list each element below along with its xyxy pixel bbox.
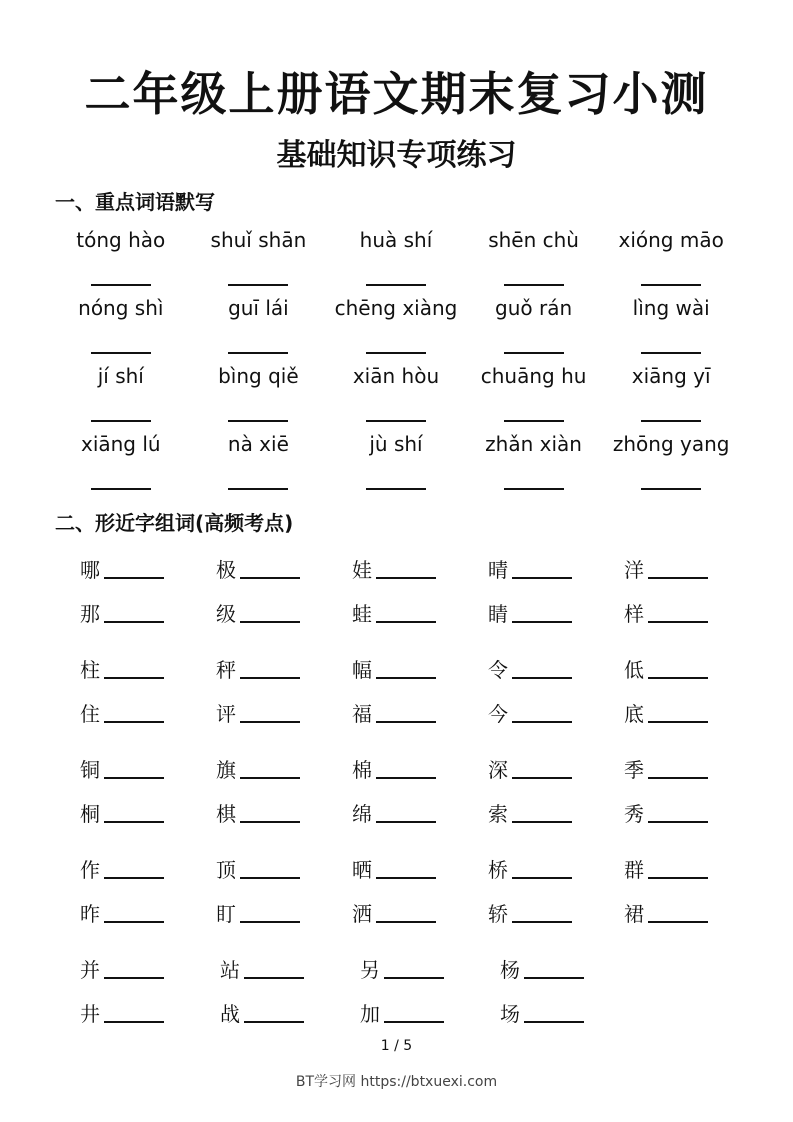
answer-blank[interactable] <box>512 777 572 779</box>
page-subtitle: 基础知识专项练习 <box>276 138 517 173</box>
char-text: 评 <box>216 702 236 726</box>
answer-blank[interactable] <box>240 777 300 779</box>
char-item <box>352 595 488 627</box>
answer-blank[interactable] <box>376 921 436 923</box>
answer-blank[interactable] <box>104 977 164 979</box>
char-text: 棋 <box>216 802 236 826</box>
answer-blank[interactable] <box>240 577 300 579</box>
char-item <box>352 751 488 783</box>
char-text: 群 <box>624 858 644 882</box>
pinyin-text: chēng xiàng <box>334 296 458 320</box>
char-text: 索 <box>488 802 508 826</box>
answer-blank[interactable] <box>524 1021 584 1023</box>
char-item <box>500 995 640 1027</box>
answer-blank[interactable] <box>104 877 164 879</box>
answer-blank[interactable] <box>512 621 572 623</box>
answer-blank[interactable] <box>240 677 300 679</box>
char-text: 裙 <box>624 902 644 926</box>
char-group <box>80 945 760 1045</box>
char-text: 蛙 <box>352 602 372 626</box>
char-item <box>216 895 352 927</box>
pinyin-text: xióng māo <box>618 228 724 252</box>
pinyin-text: xiāng lú <box>80 432 161 456</box>
char-text: 战 <box>220 1002 240 1026</box>
pinyin-item <box>327 430 465 498</box>
char-text: 棉 <box>352 758 372 782</box>
char-item <box>80 895 216 927</box>
answer-blank[interactable] <box>228 488 288 490</box>
answer-blank[interactable] <box>648 777 708 779</box>
answer-blank[interactable] <box>512 821 572 823</box>
char-row <box>80 689 760 733</box>
answer-blank[interactable] <box>240 621 300 623</box>
char-item <box>624 795 760 827</box>
answer-blank[interactable] <box>104 821 164 823</box>
pinyin-text: jù shí <box>369 432 423 456</box>
answer-blank[interactable] <box>104 577 164 579</box>
answer-blank[interactable] <box>512 677 572 679</box>
char-item <box>500 951 640 983</box>
char-row <box>80 845 760 889</box>
char-text: 桐 <box>80 802 100 826</box>
pinyin-item <box>190 226 328 294</box>
answer-blank[interactable] <box>104 721 164 723</box>
answer-blank[interactable] <box>641 420 701 422</box>
pinyin-item <box>602 226 740 294</box>
answer-blank[interactable] <box>228 352 288 354</box>
char-item <box>624 651 760 683</box>
char-text: 极 <box>216 558 236 582</box>
pinyin-text: nà xiē <box>227 432 289 456</box>
answer-blank[interactable] <box>648 577 708 579</box>
char-item <box>360 951 500 983</box>
char-text: 作 <box>80 858 100 882</box>
answer-blank[interactable] <box>376 721 436 723</box>
answer-blank[interactable] <box>512 921 572 923</box>
char-text: 洋 <box>624 558 644 582</box>
char-text: 样 <box>624 602 644 626</box>
char-item <box>80 751 216 783</box>
page-number: 1 / 5 <box>380 1038 413 1054</box>
answer-blank[interactable] <box>504 284 564 286</box>
answer-blank[interactable] <box>512 577 572 579</box>
pinyin-text: xiāng yī <box>631 364 711 388</box>
char-group <box>80 845 760 945</box>
char-text: 那 <box>80 602 100 626</box>
pinyin-text: lìng wài <box>632 296 710 320</box>
pinyin-text: shuǐ shān <box>210 228 307 252</box>
answer-blank[interactable] <box>512 877 572 879</box>
pinyin-item <box>52 362 190 430</box>
char-row <box>80 789 760 833</box>
char-text: 住 <box>80 702 100 726</box>
char-item <box>80 595 216 627</box>
char-text: 旗 <box>216 758 236 782</box>
char-item <box>624 751 760 783</box>
char-item <box>216 851 352 883</box>
char-text: 场 <box>500 1002 520 1026</box>
pinyin-item <box>190 362 328 430</box>
char-item <box>624 895 760 927</box>
char-item <box>216 595 352 627</box>
char-text: 级 <box>216 602 236 626</box>
pinyin-text: shēn chù <box>488 228 579 252</box>
pinyin-text: xiān hòu <box>352 364 440 388</box>
answer-blank[interactable] <box>91 352 151 354</box>
pinyin-text: zhōng yang <box>612 432 730 456</box>
char-text: 今 <box>488 702 508 726</box>
pinyin-item <box>602 294 740 362</box>
char-row <box>80 589 760 633</box>
answer-blank[interactable] <box>376 777 436 779</box>
char-item <box>488 795 624 827</box>
char-item <box>220 951 360 983</box>
pinyin-text: zhǎn xiàn <box>485 432 582 456</box>
char-item <box>352 851 488 883</box>
answer-blank[interactable] <box>524 977 584 979</box>
char-text: 井 <box>80 1002 100 1026</box>
char-item <box>352 795 488 827</box>
answer-blank[interactable] <box>648 921 708 923</box>
answer-blank[interactable] <box>366 352 426 354</box>
char-item <box>624 851 760 883</box>
answer-blank[interactable] <box>376 877 436 879</box>
char-text: 顶 <box>216 858 236 882</box>
answer-blank[interactable] <box>648 877 708 879</box>
pinyin-item <box>190 430 328 498</box>
pinyin-text: tóng hào <box>76 228 166 252</box>
answer-blank[interactable] <box>648 721 708 723</box>
answer-blank[interactable] <box>104 777 164 779</box>
char-item <box>624 695 760 727</box>
char-item <box>488 695 624 727</box>
char-row <box>80 645 760 689</box>
char-text: 季 <box>624 758 644 782</box>
pinyin-text: bìng qiě <box>218 364 299 388</box>
char-item <box>216 751 352 783</box>
char-row <box>80 745 760 789</box>
char-text: 福 <box>352 702 372 726</box>
char-text: 另 <box>360 958 380 982</box>
pinyin-item <box>52 226 190 294</box>
char-item <box>80 795 216 827</box>
answer-blank[interactable] <box>240 877 300 879</box>
char-text: 加 <box>360 1002 380 1026</box>
answer-blank[interactable] <box>366 488 426 490</box>
pinyin-text: chuāng hu <box>480 364 587 388</box>
char-item <box>352 695 488 727</box>
answer-blank[interactable] <box>376 621 436 623</box>
answer-blank[interactable] <box>504 488 564 490</box>
pinyin-text: guǒ rán <box>495 296 573 320</box>
answer-blank[interactable] <box>641 352 701 354</box>
answer-blank[interactable] <box>244 1021 304 1023</box>
answer-blank[interactable] <box>228 284 288 286</box>
pinyin-item <box>465 294 603 362</box>
answer-blank[interactable] <box>104 1021 164 1023</box>
section-heading-vocabulary: 一、重点词语默写 <box>55 190 215 214</box>
answer-blank[interactable] <box>104 677 164 679</box>
pinyin-item <box>52 294 190 362</box>
answer-blank[interactable] <box>376 577 436 579</box>
char-text: 绵 <box>352 802 372 826</box>
char-text: 杨 <box>500 958 520 982</box>
pinyin-item <box>327 226 465 294</box>
char-item <box>80 951 220 983</box>
char-item <box>80 851 216 883</box>
pinyin-item <box>190 294 328 362</box>
answer-blank[interactable] <box>240 921 300 923</box>
answer-blank[interactable] <box>376 677 436 679</box>
answer-blank[interactable] <box>366 284 426 286</box>
char-text: 轿 <box>488 902 508 926</box>
char-row <box>80 889 760 933</box>
char-row <box>80 945 760 989</box>
similar-character-groups <box>80 545 760 1045</box>
answer-blank[interactable] <box>504 352 564 354</box>
char-item <box>216 651 352 683</box>
char-item <box>80 551 216 583</box>
char-text: 低 <box>624 658 644 682</box>
char-item <box>624 551 760 583</box>
char-text: 晒 <box>352 858 372 882</box>
page-title: 二年级上册语文期末复习小测 <box>84 67 709 121</box>
char-text: 洒 <box>352 902 372 926</box>
char-item <box>80 695 216 727</box>
char-text: 昨 <box>80 902 100 926</box>
pinyin-text: huà shí <box>359 228 433 252</box>
char-group <box>80 745 760 845</box>
char-item <box>220 995 360 1027</box>
char-text: 并 <box>80 958 100 982</box>
pinyin-text: nóng shì <box>78 296 164 320</box>
answer-blank[interactable] <box>512 721 572 723</box>
answer-blank[interactable] <box>244 977 304 979</box>
char-group <box>80 645 760 745</box>
char-item <box>216 695 352 727</box>
char-text: 底 <box>624 702 644 726</box>
answer-blank[interactable] <box>648 677 708 679</box>
char-text: 柱 <box>80 658 100 682</box>
char-text: 秀 <box>624 802 644 826</box>
answer-blank[interactable] <box>240 721 300 723</box>
char-text: 铜 <box>80 758 100 782</box>
pinyin-text: jí shí <box>97 364 144 388</box>
pinyin-item <box>465 362 603 430</box>
char-text: 桥 <box>488 858 508 882</box>
pinyin-text: guī lái <box>228 296 289 320</box>
char-text: 深 <box>488 758 508 782</box>
char-item <box>216 551 352 583</box>
char-item <box>488 895 624 927</box>
answer-blank[interactable] <box>91 284 151 286</box>
char-text: 幅 <box>352 658 372 682</box>
char-item <box>80 995 220 1027</box>
answer-blank[interactable] <box>648 621 708 623</box>
pinyin-item <box>602 430 740 498</box>
pinyin-dictation-grid <box>52 226 740 498</box>
char-item <box>352 551 488 583</box>
char-item <box>488 851 624 883</box>
char-text: 秤 <box>216 658 236 682</box>
char-item <box>488 595 624 627</box>
answer-blank[interactable] <box>228 420 288 422</box>
pinyin-item <box>465 430 603 498</box>
char-text: 娃 <box>352 558 372 582</box>
char-text: 哪 <box>80 558 100 582</box>
char-text: 令 <box>488 658 508 682</box>
char-item <box>624 595 760 627</box>
answer-blank[interactable] <box>641 284 701 286</box>
char-item <box>352 651 488 683</box>
char-item <box>488 551 624 583</box>
char-item <box>352 895 488 927</box>
char-item <box>80 651 216 683</box>
char-text: 站 <box>220 958 240 982</box>
char-row <box>80 989 760 1033</box>
char-row <box>80 545 760 589</box>
pinyin-item <box>465 226 603 294</box>
pinyin-item <box>52 430 190 498</box>
footer-credit: BT学习网 https://btxuexi.com <box>295 1074 498 1090</box>
answer-blank[interactable] <box>240 821 300 823</box>
answer-blank[interactable] <box>91 488 151 490</box>
char-item <box>488 651 624 683</box>
answer-blank[interactable] <box>91 420 151 422</box>
char-item <box>360 995 500 1027</box>
answer-blank[interactable] <box>648 821 708 823</box>
char-item <box>216 795 352 827</box>
answer-blank[interactable] <box>376 821 436 823</box>
pinyin-item <box>602 362 740 430</box>
char-item <box>488 751 624 783</box>
answer-blank[interactable] <box>104 621 164 623</box>
answer-blank[interactable] <box>104 921 164 923</box>
answer-blank[interactable] <box>366 420 426 422</box>
answer-blank[interactable] <box>641 488 701 490</box>
char-text: 晴 <box>488 558 508 582</box>
pinyin-item <box>327 362 465 430</box>
pinyin-item <box>327 294 465 362</box>
answer-blank[interactable] <box>384 1021 444 1023</box>
section-heading-similar-characters: 二、形近字组词(高频考点) <box>55 511 294 535</box>
char-group <box>80 545 760 645</box>
answer-blank[interactable] <box>384 977 444 979</box>
char-text: 盯 <box>216 902 236 926</box>
char-text: 睛 <box>488 602 508 626</box>
answer-blank[interactable] <box>504 420 564 422</box>
